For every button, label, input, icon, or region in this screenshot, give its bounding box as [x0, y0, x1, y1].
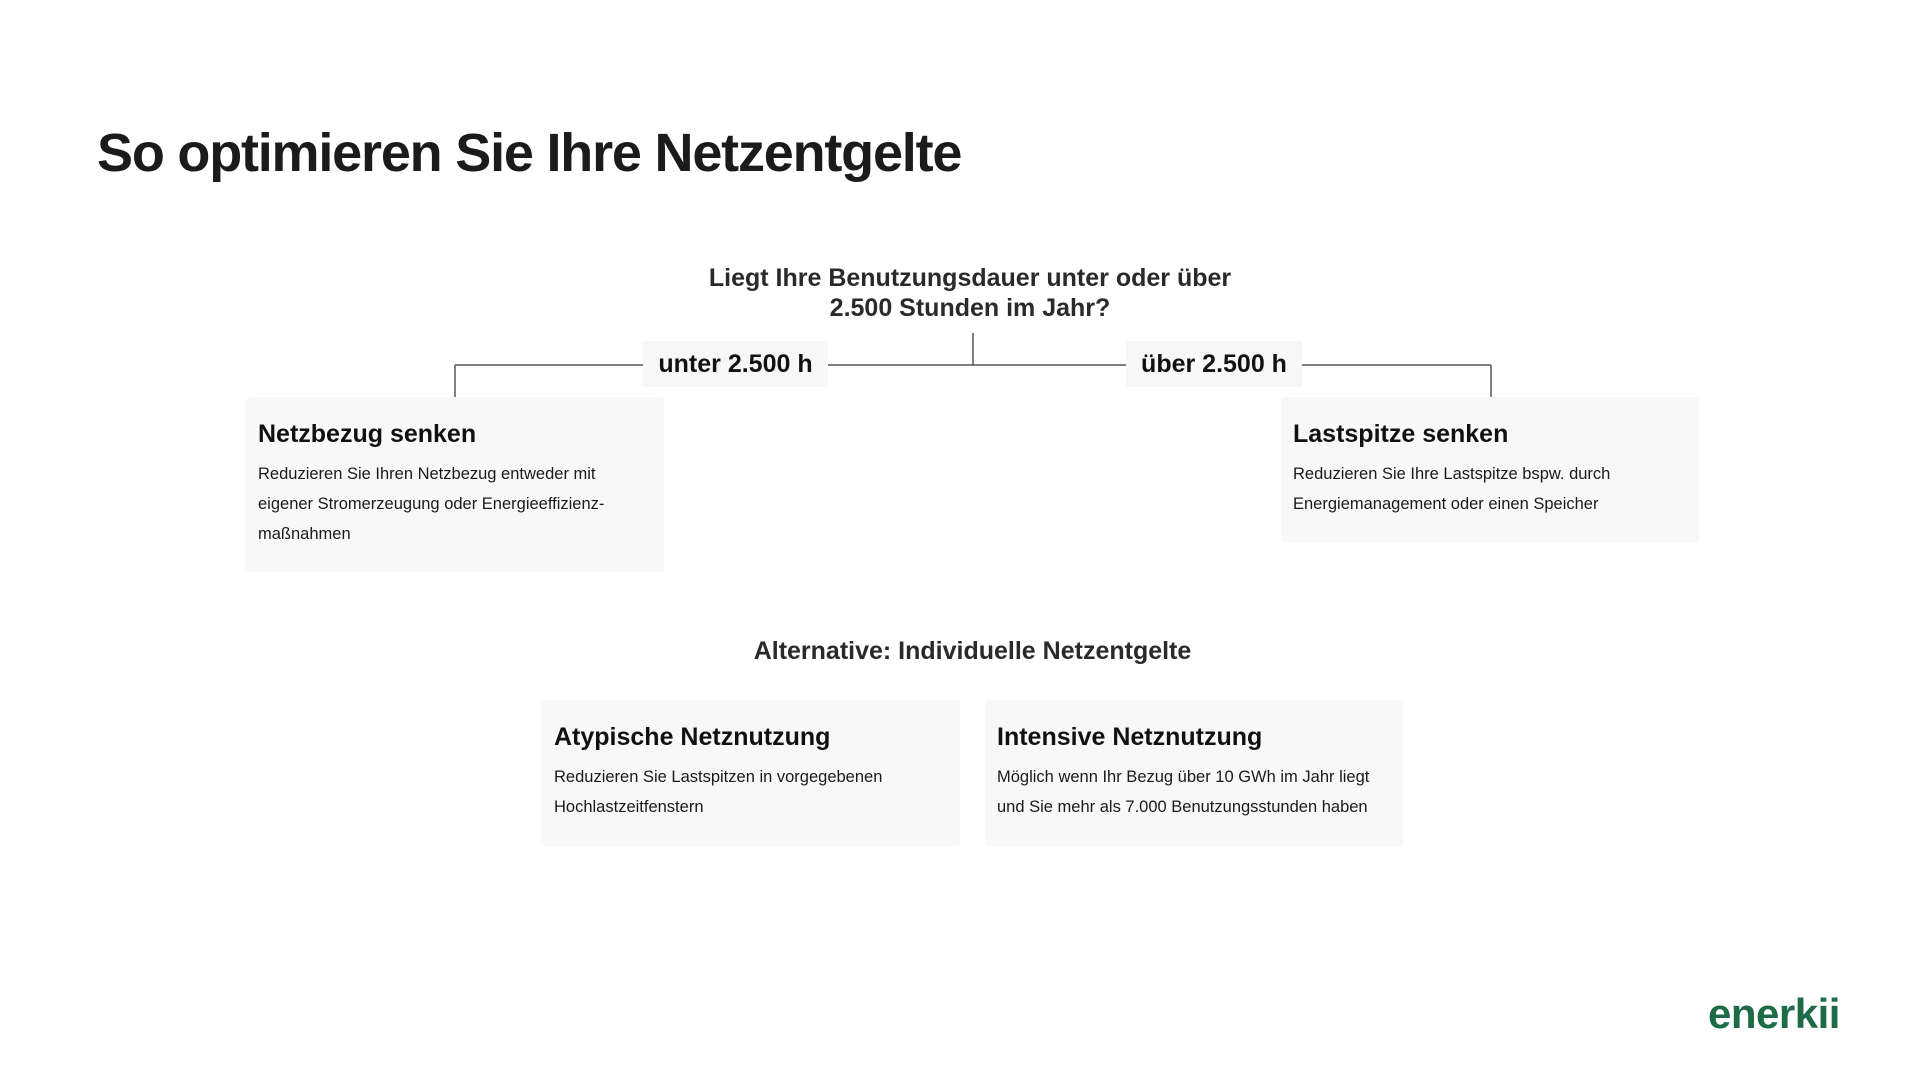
card-title: Netzbezug senken [258, 420, 477, 448]
decision-question-line-1: Liegt Ihre Benutzungsdauer unter oder über [708, 264, 1232, 292]
card-netzbezug-senken [246, 397, 664, 572]
card-intensive-netznutzung [985, 700, 1403, 846]
card-text: Reduzieren Sie Lastspitzen in vorgegebenen Hochlastzeitfenstern [554, 768, 883, 816]
branch-label-under: unter 2.500 h [643, 341, 828, 387]
decision-question-line-2: 2.500 Stunden im Jahr? [829, 294, 1111, 322]
card-title: Lastspitze senken [1293, 420, 1509, 448]
card-atypische-netznutzung [542, 700, 960, 846]
enerkii-logo: enerkii [1708, 990, 1840, 1037]
alternative-heading: Alternative: Individuelle Netzentgelte [753, 637, 1192, 665]
card-text: Reduzieren Sie Ihren Netzbezug entweder mit eigener Stromerzeugung oder Energieeffizienz-maßnahmen [258, 465, 605, 543]
card-lastspitze-senken [1281, 397, 1699, 542]
card-title: Intensive Netznutzung [997, 723, 1263, 751]
branch-label-over: über 2.500 h [1126, 341, 1302, 387]
card-text: Reduzieren Sie Ihre Lastspitze bspw. durch Energiemanagement oder einen Speicher [1293, 465, 1611, 513]
card-title: Atypische Netznutzung [554, 723, 831, 751]
card-text: Möglich wenn Ihr Bezug über 10 GWh im Jahr liegt und Sie mehr als 7.000 Benutzungsstunden haben [997, 768, 1370, 816]
page-title: So optimieren Sie Ihre Netzentgelte [97, 123, 962, 183]
